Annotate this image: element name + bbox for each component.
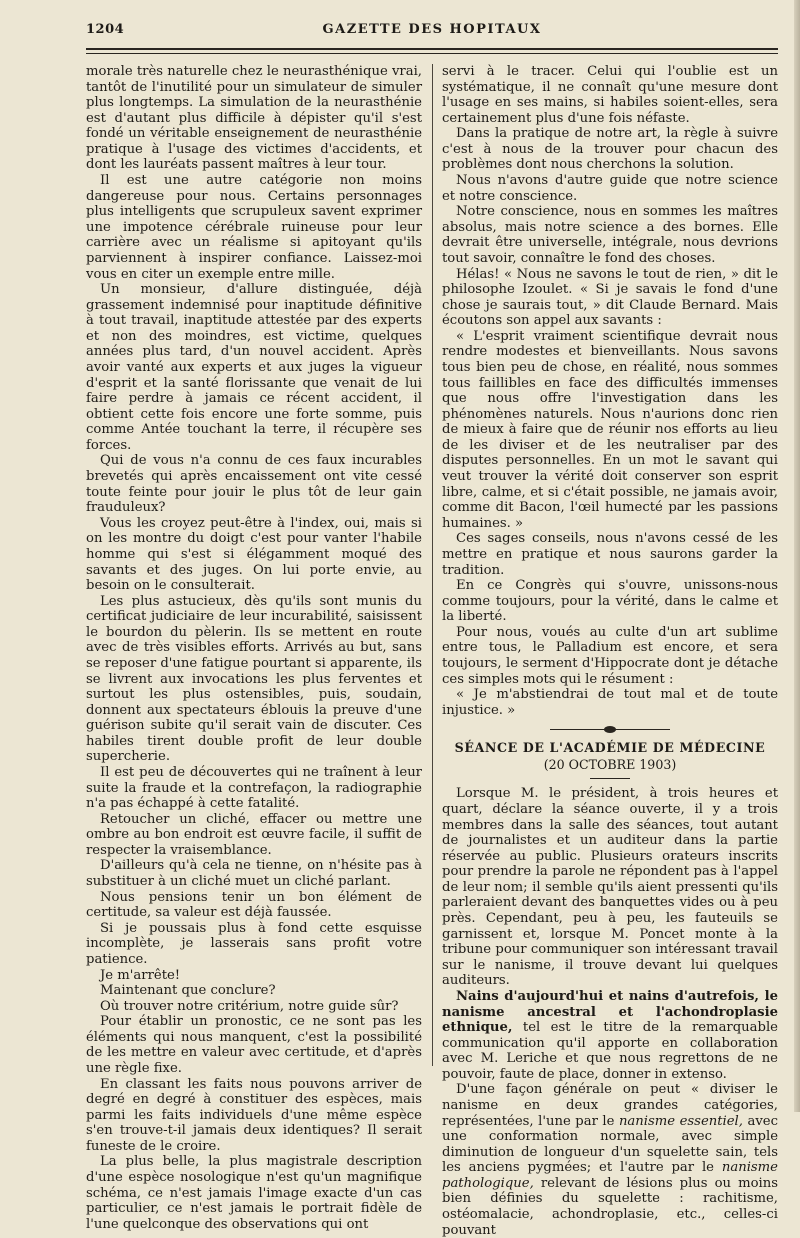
section-heading: SÉANCE DE L'ACADÉMIE DE MÉDECINE	[454, 740, 766, 756]
paragraph: Retoucher un cliché, effacer ou mettre une ombre au bon endroit est œuvre facile, il suffit de respecter la vraisemblance.	[86, 811, 422, 858]
paragraph: Maintenant que conclure?	[100, 983, 276, 999]
paragraph: Vous les croyez peut-être à l'index, oui, mais si on les montre du doigt c'est pour vanter l'habile homme qui s'est si élégamment moqué des savants et des juges. On lui porte envie, au besoin on le consulterait.	[86, 515, 422, 594]
paragraph: Si je poussais plus à fond cette esquisse incomplète, je lasserais sans profit votre patience.	[86, 920, 422, 967]
paragraph: Il est peu de découvertes qui ne traînent à leur suite la fraude et la contrefaçon, la radiographie n'a pas échappé à cette fatalité.	[86, 765, 422, 812]
paragraph: Pour établir un pronostic, ce ne sont pas les éléments qui nous manquent, c'est la possibilité de les mettre en valeur avec certitude, et d'après une règle fixe.	[86, 1014, 422, 1076]
page-header	[86, 22, 778, 42]
paragraph: D'une façon générale on peut « diviser le nanisme en deux grandes catégories, représentées, l'une par le nanisme essentiel, avec une conformation normale, avec simple diminution de longueur d'un squelette sain, tels les anciens pygmées; et l'autre par le nanisme pathologique, relevant de lésions plus ou moins bien définies du squelette : rachitisme, ostéomalacie, achondroplasie, etc., celles-ci pouvant	[442, 1082, 778, 1238]
section-date: (20 OCTOBRE 1903)	[543, 756, 677, 772]
paragraph: En classant les faits nous pouvons arriver de degré en degré à constituer des espèces, mais parmi les faits individuels d'une même espèce s'en trouve-t-il jamais deux identiques? Il serait funeste de le croire.	[86, 1076, 422, 1154]
section-separator-ornament	[550, 725, 670, 734]
paragraph: D'ailleurs qu'à cela ne tienne, on n'hésite pas à substituer à un cliché muet un cliché parlant.	[86, 858, 422, 890]
paragraph: Nous pensions tenir un bon élément de certitude, sa valeur est déjà faussée.	[86, 889, 422, 921]
paragraph: Dans la pratique de notre art, la règle à suivre c'est à nous de la trouver pour chacun des problèmes dont nous cherchons la solution.	[442, 126, 778, 173]
paragraph: Ces sages conseils, nous n'avons cessé de les mettre en pratique et nous saurons garder la tradition.	[442, 531, 778, 578]
paragraph: Pour nous, voués au culte d'un art sublime entre tous, le Palladium est encore, et sera toujours, le serment d'Hippocrate dont je détache ces simples mots qui le résument :	[442, 624, 778, 687]
paragraph: Il est une autre catégorie non moins dangereuse pour nous. Certains personnages plus intelligents que scrupuleux savent exprimer une impotence cérébrale ruineuse pour leur carrière avec un réalisme si apitoyant qu'ils parviennent à inspirer confiance. Laissez-moi vous en citer un exemple entre mille.	[86, 173, 422, 282]
paragraph: Nous n'avons d'autre guide que notre science et notre conscience.	[442, 173, 778, 204]
paragraph: Nains d'aujourd'hui et nains d'autrefois, le nanisme ancestral et l'achondroplasie ethnique, tel est le titre de la remarquable communication qu'il apporte en collaboration avec M. Leriche et que nous regrettons de ne pouvoir, faute de place, donner in extenso.	[442, 988, 778, 1082]
heading-rule	[590, 778, 630, 779]
paragraph: Lorsque M. le président, à trois heures et quart, déclare la séance ouverte, il y a trois membres dans la salle des séances, tout autant de journalistes et un auditeur dans la partie réservée au public. Plusieurs orateurs inscrits pour prendre la parole ne répondent pas à l'appel de leur nom; il semble qu'ils aient pressenti qu'ils parleraient devant des banquettes vides ou à peu près. Cependant, peu à peu, les fauteuils se garnissent et, lorsque M. Poncet monte à la tribune pour communiquer son intéressant travail sur le nanisme, il trouve devant lui quelques auditeurs.	[442, 786, 778, 989]
paragraph: Les plus astucieux, dès qu'ils sont munis du certificat judiciaire de leur incurabilité, saisissent le bourdon du pèlerin. Ils se mettent en route avec de très visibles efforts. Arrivés au but, sans se reposer d'une fatigue pourtant si apparente, ils se livrent aux invocations les plus ferventes et surtout les plus ostensibles, puis, soudain, donnent aux spectateurs éblouis la preuve d'une guérison subite qu'il serait vain de discuter. Ces habiles tirent double profit de leur double supercherie.	[86, 593, 422, 765]
paragraph: morale très naturelle chez le neurasthénique vrai, tantôt de l'inutilité pour un simulateur de simuler plus longtemps. La simulation de la neurasthénie est d'autant plus difficile à dépister qu'il s'est fondé un véritable enseignement de neurasthénie pratique à l'usage des victimes d'accidents, et dont les lauréats passent maîtres à leur tour.	[86, 64, 422, 173]
journal-title: GAZETTE DES HOPITAUX	[322, 22, 542, 37]
right-column	[442, 64, 778, 1238]
paragraph: Un monsieur, d'allure distinguée, déjà grassement indemnisé pour inaptitude définitive à tout travail, inaptitude attestée par des experts et non des moindres, est victime, quelques années plus tard, d'un nouvel accident. Après avoir vanté aux experts et aux juges la vigueur d'esprit et la santé florissante que venait de lui faire perdre à jamais ce récent accident, il obtient cette fois encore une forte somme, puis comme Antée touchant la terre, il récupère ses forces.	[86, 282, 422, 453]
paragraph: Où trouver notre critérium, notre guide sûr?	[100, 998, 399, 1014]
paragraph: Notre conscience, nous en sommes les maîtres absolus, mais notre science a des bornes. Elle devrait être universelle, intégrale, nous devrions tout savoir, connaître le fond des choses.	[442, 204, 778, 266]
paragraph: Je m'arrête!	[100, 967, 181, 983]
paragraph: La plus belle, la plus magistrale description d'une espèce nosologique n'est qu'un magnifique schéma, ce n'est jamais l'image exacte d'un cas particulier, ce n'est jamais le portrait fidèle de l'une quelconque des observations qui ont	[86, 1154, 422, 1232]
page-number: 1204	[86, 22, 125, 37]
nanisme-title: Nains d'aujourd'hui et nains d'autrefois, le nanisme ancestral et l'achondroplasie ethnique,	[442, 988, 778, 1036]
page-edge	[794, 0, 800, 1112]
header-rule-thick	[86, 48, 778, 50]
paragraph: servi à le tracer. Celui qui l'oublie est un systématique, il ne connaît qu'une mesure dont l'usage en ses mains, si habiles soient-elles, sera certainement plus d'une fois néfaste.	[442, 64, 778, 126]
paragraph: Hélas! « Nous ne savons le tout de rien, » dit le philosophe Izoulet. « Si je savais le fond d'une chose je saurais tout, » dit Claude Bernard. Mais écoutons son appel aux savants :	[442, 266, 778, 329]
column-divider	[432, 64, 433, 1066]
paragraph: « L'esprit vraiment scientifique devrait nous rendre modestes et bienveillants. Nous savons tous bien peu de chose, en réalité, nous sommes tous faillibles en face des difficultés immenses que nous offre l'investigation dans les phénomènes naturels. Nous n'aurions donc rien de mieux à faire que de réunir nos efforts au lieu de les diviser et de les neutraliser par des disputes personnelles. En un mot le savant qui veut trouver la vérité doit conserver son esprit libre, calme, et si c'était possible, ne jamais avoir, comme dit Bacon, l'œil humecté par les passions humaines. »	[442, 328, 778, 531]
paragraph: En ce Congrès qui s'ouvre, unissons-nous comme toujours, pour la vérité, dans le calme et la liberté.	[442, 578, 778, 625]
left-column	[86, 64, 422, 1232]
header-rule-thin	[86, 53, 778, 54]
paragraph: « Je m'abstiendrai de tout mal et de toute injustice. »	[442, 687, 778, 718]
paragraph: Qui de vous n'a connu de ces faux incurables brevetés qui après encaissement ont vite cessé toute feinte pour jouir le plus tôt de leur gain frauduleux?	[86, 453, 422, 516]
